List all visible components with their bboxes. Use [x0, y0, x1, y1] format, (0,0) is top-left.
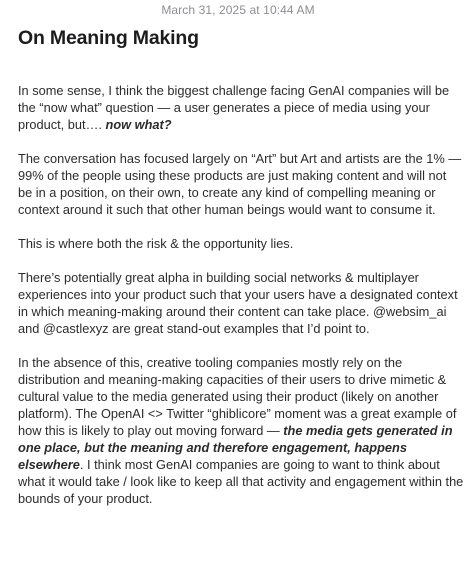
paragraph-3: This is where both the risk & the opportunity lies.: [18, 236, 294, 251]
paragraph-4: There’s potentially great alpha in building social networks & multiplayer experiences into your product such that your users have a designated context in which meaning-making around their content can take place. @websim_ai and @castlexyz are great stand-out examples that I’d point to.: [18, 270, 458, 336]
note-timestamp: March 31, 2025 at 10:44 AM: [161, 3, 315, 17]
paragraph-1: In some sense, I think the biggest challenge facing GenAI companies will be the “now what” question — a user generates a piece of media using your product, but…. now what?: [18, 83, 450, 132]
paragraph-2: The conversation has focused largely on “Art” but Art and artists are the 1% — 99% of the people using these products are just making content and will not be in a position, on their own, to create any kind of compelling meaning or context around it such that other human beings would want to consume it.: [18, 151, 462, 217]
paragraph-5: In the absence of this, creative tooling companies mostly rely on the distribution and meaning-making capacities of their users to drive mimetic & cultural value to the media generated using their product (likely on another platform). The OpenAI <> Twitter “ghiblicore” moment was a great example of how this is likely to play out moving forward — the media gets generated in one place, but the meaning and therefore engagement, happens elsewhere. I think most GenAI companies are going to want to think about what it would take / look like to keep all that activity and engagement within the bounds of your product.: [18, 355, 464, 506]
note-body[interactable]: [18, 82, 464, 507]
note-title[interactable]: On Meaning Making: [18, 27, 199, 49]
emphasis-now-what: now what?: [105, 117, 172, 132]
emphasis-media-elsewhere: the media gets generated in one place, but the meaning and therefore engagement, happens elsewhere: [18, 423, 453, 472]
